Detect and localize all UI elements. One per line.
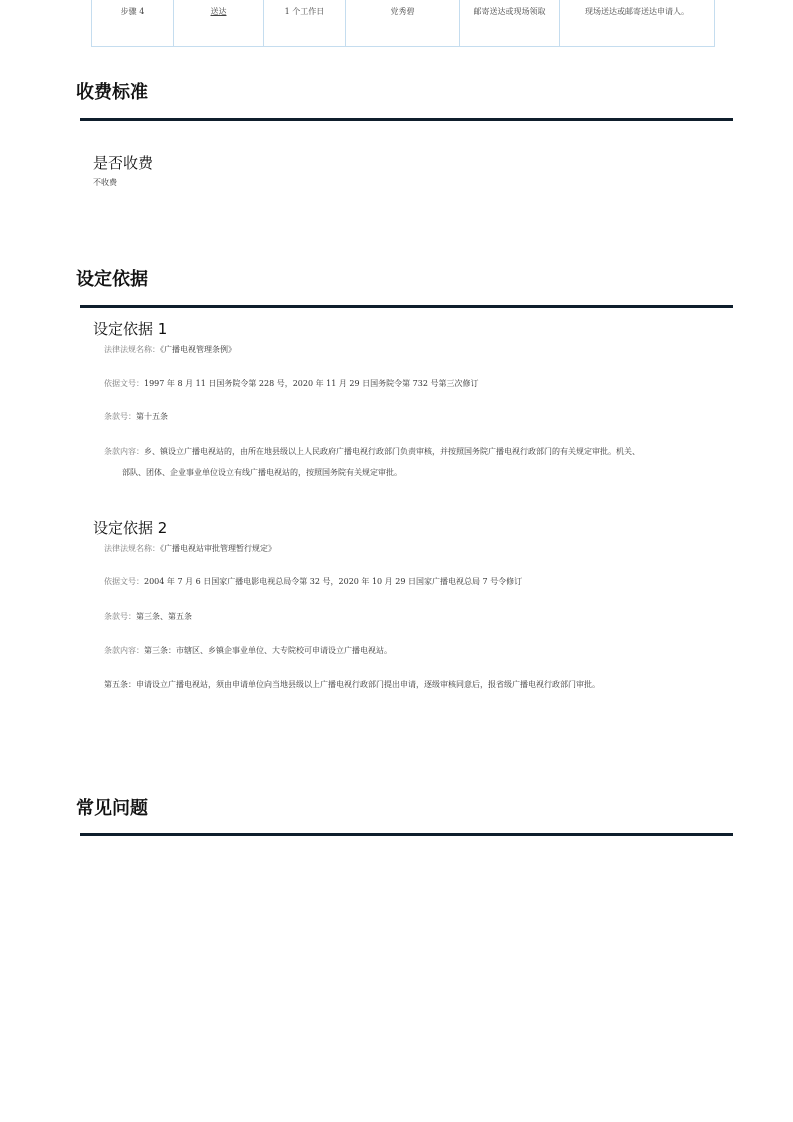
- basis-1-title: 设定依据 1: [93, 320, 168, 338]
- doc-value: 1997 年 8 月 11 日国务院令第 228 号，2020 年 11 月 29 日国务院令第 732 号第三次修订: [144, 379, 479, 388]
- doc-value: 2004 年 7 月 6 日国家广播电影电视总局令第 32 号，2020 年 10 月 29 日国家广播电视总局 7 号令修订: [144, 577, 523, 586]
- section-divider: [80, 118, 733, 121]
- fee-answer: 不收费: [93, 178, 117, 187]
- law-label: 法律法规名称：: [104, 544, 160, 553]
- description-cell: 现场送达或邮寄送达申请人。: [560, 0, 715, 47]
- step-cell: 步骤 4: [92, 0, 174, 47]
- section-divider: [80, 833, 733, 836]
- doc-label: 依据文号：: [104, 379, 144, 388]
- basis-2-clause: [104, 611, 192, 622]
- basis-2-content-continued: 第五条：申请设立广播电视站，须由申请单位向当地县级以上广播电视行政部门提出申请，逐级审核同意后，报省级广播电视行政部门审批。: [104, 680, 600, 689]
- method-cell: 邮寄送达或现场领取: [460, 0, 560, 47]
- table-row: [92, 0, 715, 47]
- content-label: 条款内容：: [104, 447, 144, 456]
- basis-2-law: [104, 543, 276, 554]
- basis-1-content: [104, 446, 640, 457]
- basis-1-doc: [104, 378, 479, 389]
- duration-cell: 1 个工作日: [264, 0, 346, 47]
- section-divider: [80, 305, 733, 308]
- law-value: 《广播电视站审批管理暂行规定》: [160, 544, 276, 553]
- step-table: [91, 0, 715, 47]
- doc-label: 依据文号：: [104, 577, 144, 586]
- fee-section-title: 收费标准: [76, 82, 148, 103]
- clause-label: 条款号：: [104, 612, 136, 621]
- content-value: 乡、镇设立广播电视站的，由所在地县级以上人民政府广播电视行政部门负责审核，并按照国务院广播电视行政部门的有关规定审批。机关、: [144, 447, 640, 456]
- person-cell: 党秀碧: [346, 0, 460, 47]
- basis-2-doc: [104, 576, 522, 587]
- law-label: 法律法规名称：: [104, 345, 160, 354]
- fee-question: 是否收费: [93, 154, 154, 172]
- basis-1-content-continued: 部队、团体、企业事业单位设立有线广播电视站的，按照国务院有关规定审批。: [122, 468, 402, 477]
- clause-value: 第三条、第五条: [136, 612, 192, 621]
- basis-section-title: 设定依据: [76, 269, 148, 290]
- basis-1-law: [104, 344, 236, 355]
- basis-2-title: 设定依据 2: [93, 519, 168, 537]
- basis-2-content: [104, 645, 392, 656]
- law-value: 《广播电视管理条例》: [160, 345, 236, 354]
- content-value: 第三条：市辖区、乡镇企事业单位、大专院校可申请设立广播电视站。: [144, 646, 392, 655]
- clause-value: 第十五条: [136, 412, 168, 421]
- content-label: 条款内容：: [104, 646, 144, 655]
- action-link[interactable]: 送达: [174, 0, 264, 47]
- clause-label: 条款号：: [104, 412, 136, 421]
- basis-1-clause: [104, 411, 168, 422]
- faq-section-title: 常见问题: [76, 798, 148, 819]
